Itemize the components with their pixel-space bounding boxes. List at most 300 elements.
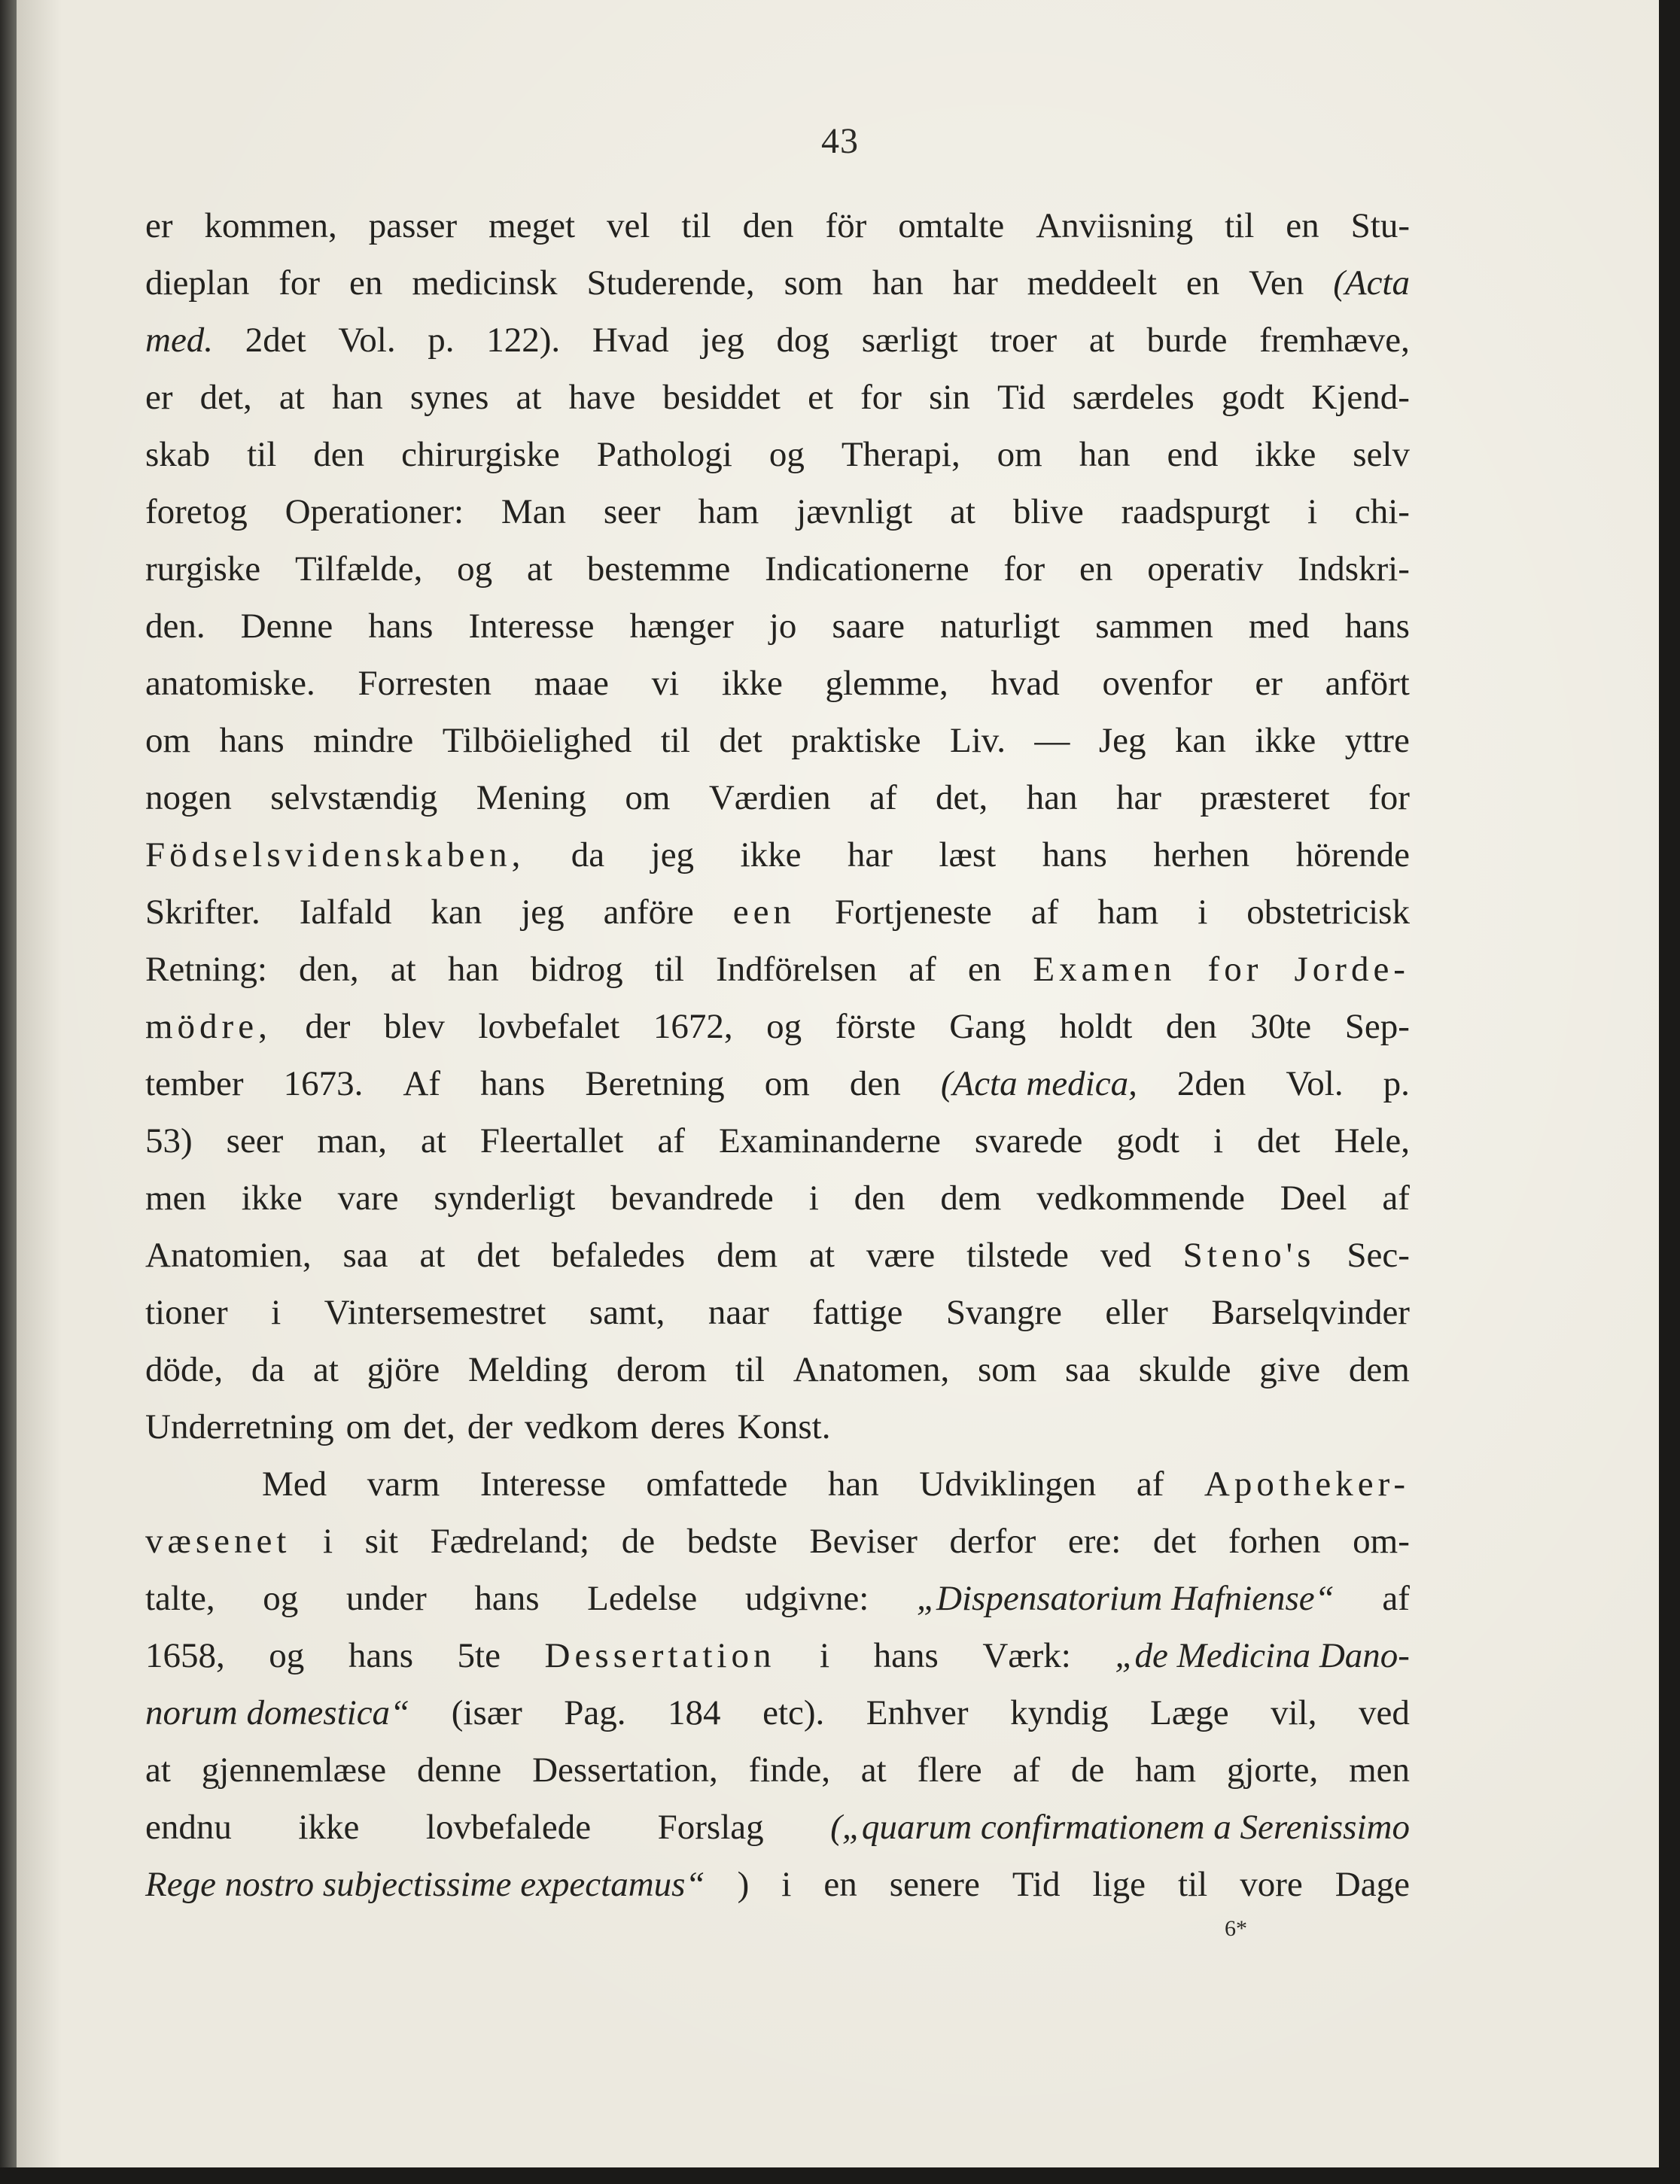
text-line <box>145 1627 1410 1684</box>
word: i <box>781 1865 792 1904</box>
word: til <box>735 1350 765 1389</box>
word: men <box>145 1179 206 1218</box>
word: blev <box>383 1007 445 1046</box>
word: en <box>1079 549 1113 589</box>
word: (især <box>451 1693 522 1732</box>
word: jo <box>768 607 797 646</box>
word: mindre <box>313 721 414 760</box>
word: Indförelsen <box>716 950 878 989</box>
word: at <box>419 1236 446 1275</box>
word: vare <box>337 1179 399 1218</box>
word: Svangre <box>945 1293 1062 1332</box>
text-line <box>145 197 1410 254</box>
word: de <box>621 1522 656 1561</box>
word: 2den <box>1176 1064 1246 1103</box>
word: og <box>768 435 805 474</box>
text-line <box>145 1112 1410 1170</box>
word: ikke <box>1255 435 1316 474</box>
word: har <box>1115 778 1161 817</box>
word: være <box>866 1236 936 1275</box>
word: flere <box>917 1751 982 1790</box>
word: det, <box>936 778 988 817</box>
word: i <box>271 1293 282 1332</box>
word: til <box>654 950 684 989</box>
word: han <box>1026 778 1078 817</box>
word: Sec- <box>1347 1236 1410 1275</box>
word: „Dispensatorium Hafniense“ <box>916 1579 1335 1618</box>
word: Underretning <box>145 1407 334 1446</box>
word: herhen <box>1153 835 1250 875</box>
word: af <box>1382 1579 1410 1618</box>
word: döde, <box>145 1350 224 1389</box>
word: etc). <box>762 1693 825 1732</box>
word: af <box>908 950 936 989</box>
word: naturligt <box>939 607 1061 646</box>
word: at <box>278 378 305 417</box>
word: 30te <box>1250 1007 1312 1046</box>
word: særligt <box>861 321 958 360</box>
word: senere <box>889 1865 980 1904</box>
word: praktiske <box>791 721 921 760</box>
word: og <box>269 1636 305 1675</box>
word: det <box>476 1236 520 1275</box>
word: Retning: <box>145 950 267 989</box>
word: under <box>345 1579 427 1618</box>
word: Vol. <box>1286 1064 1344 1103</box>
word: for <box>1003 549 1045 589</box>
word: og <box>457 549 493 589</box>
word: en <box>823 1865 857 1904</box>
word: om- <box>1353 1522 1410 1561</box>
word: jeg <box>521 893 565 932</box>
word: selv <box>1353 435 1410 474</box>
word: norum domestica“ <box>145 1693 410 1732</box>
text-line <box>145 312 1410 369</box>
word: meddeelt <box>1027 263 1157 303</box>
word: hans <box>1344 607 1410 646</box>
text-line <box>145 1513 1410 1570</box>
word: Denne <box>240 607 333 646</box>
word: een <box>732 893 796 932</box>
word: i <box>1307 492 1318 531</box>
word: Tilfælde, <box>295 549 423 589</box>
text-line <box>145 598 1410 655</box>
word: Ledelse <box>587 1579 698 1618</box>
word: omtalte <box>898 206 1005 245</box>
word: den <box>1165 1007 1217 1046</box>
word: anföre <box>603 893 694 932</box>
word: sin <box>929 378 970 417</box>
word: at <box>145 1751 171 1790</box>
word: om <box>145 721 191 760</box>
word: chirurgiske <box>401 435 560 474</box>
word: have <box>568 378 636 417</box>
word: rurgiske <box>145 549 261 589</box>
word: Pathologi <box>596 435 732 474</box>
word: hans <box>1042 835 1107 875</box>
text-line <box>145 1799 1410 1856</box>
word: en <box>349 263 383 303</box>
word: skab <box>145 435 211 474</box>
word: han <box>331 378 383 417</box>
word: lovbefalet <box>478 1007 620 1046</box>
word: besiddet <box>662 378 781 417</box>
word: at <box>390 950 416 989</box>
word: denne <box>417 1751 502 1790</box>
word: at <box>860 1751 887 1790</box>
word: Dage <box>1335 1865 1410 1904</box>
page-number: 43 <box>821 121 859 161</box>
word: det <box>1257 1121 1301 1160</box>
word: ham <box>698 492 759 531</box>
word: dem <box>1348 1350 1410 1389</box>
word: Fleertallet <box>479 1121 624 1160</box>
word: Interesse <box>479 1465 606 1504</box>
word: foretog <box>145 492 248 531</box>
word: ham <box>1097 893 1159 932</box>
word: passer <box>368 206 458 245</box>
word: godt <box>1221 378 1285 417</box>
word: en <box>1286 206 1319 245</box>
word: har <box>847 835 893 875</box>
word: ) <box>737 1865 750 1904</box>
word: bidrog <box>530 950 623 989</box>
word: har <box>952 263 998 303</box>
word: 122). <box>486 321 561 360</box>
word: ham <box>1135 1751 1196 1790</box>
text-line <box>145 884 1410 941</box>
word: kommen, <box>204 206 337 245</box>
word: — <box>1034 721 1070 760</box>
word: Mening <box>476 778 586 817</box>
word: p. <box>1383 1064 1410 1103</box>
word: hans <box>368 607 434 646</box>
word: hænger <box>629 607 734 646</box>
word: i <box>808 1179 819 1218</box>
word: talte, <box>145 1579 215 1618</box>
word: nogen <box>145 778 232 817</box>
word: til <box>247 435 277 474</box>
text-line <box>145 769 1410 826</box>
word: det <box>719 721 762 760</box>
word: Forresten <box>358 664 492 703</box>
word: i <box>1213 1121 1224 1160</box>
word: Beretning <box>585 1064 725 1103</box>
text-line <box>145 1455 1410 1513</box>
word: („quarum confirmationem a Serenissimo <box>830 1808 1410 1847</box>
word: i <box>323 1522 333 1561</box>
word: den, <box>299 950 359 989</box>
text-line <box>145 1341 1410 1398</box>
word: Ialfald <box>299 893 392 932</box>
word: en <box>967 950 1002 989</box>
word: om <box>997 435 1042 474</box>
word: Tid <box>997 378 1045 417</box>
word: ikke <box>740 835 802 875</box>
word: omfattede <box>646 1465 788 1504</box>
word: fremhæve, <box>1259 321 1410 360</box>
word: hans <box>480 1064 546 1103</box>
word: af <box>869 778 897 817</box>
word: medicinsk <box>412 263 558 303</box>
word: Therapi, <box>841 435 960 474</box>
word: at <box>312 1350 339 1389</box>
word: Indskri- <box>1298 549 1410 589</box>
word: Af <box>403 1064 440 1103</box>
word: hans <box>474 1579 540 1618</box>
word: finde, <box>748 1751 830 1790</box>
word: synderligt <box>434 1179 576 1218</box>
word: obstetricisk <box>1246 893 1410 932</box>
word: Stu- <box>1350 206 1410 245</box>
word: da <box>571 835 605 875</box>
word: jævnligt <box>796 492 913 531</box>
word: glemme, <box>825 664 948 703</box>
word: Værdien <box>708 778 831 817</box>
word: Interesse <box>468 607 595 646</box>
text-line <box>145 1284 1410 1341</box>
word: den <box>313 435 365 474</box>
word: kan <box>1174 721 1226 760</box>
word: kan <box>431 893 482 932</box>
word: Beviser <box>809 1522 918 1561</box>
word: ikke <box>1255 721 1316 760</box>
scan-left-edge <box>0 0 17 2184</box>
word: befaledes <box>551 1236 686 1275</box>
word: og <box>766 1007 802 1046</box>
word: man, <box>317 1121 387 1160</box>
word: da <box>251 1350 285 1389</box>
text-line <box>145 998 1410 1055</box>
word: vi <box>651 664 680 703</box>
word: for <box>1368 778 1410 817</box>
word: „de Medicina Dano- <box>1115 1636 1410 1675</box>
word: en <box>1185 263 1220 303</box>
word: raadspurgt <box>1121 492 1271 531</box>
word: vil, <box>1271 1693 1317 1732</box>
word: saa <box>1065 1350 1111 1389</box>
text-line <box>145 483 1410 540</box>
word: det, <box>199 378 252 417</box>
word: Forslag <box>657 1808 764 1847</box>
word: og <box>263 1579 299 1618</box>
word: dem <box>717 1236 778 1275</box>
word: Udviklingen <box>919 1465 1097 1504</box>
scan-bottom-edge <box>0 2167 1680 2184</box>
word: synes <box>409 378 489 417</box>
word: kyndig <box>1010 1693 1109 1732</box>
word: 2det <box>245 321 306 360</box>
word: Jorde- <box>1294 950 1410 989</box>
word: han <box>447 950 499 989</box>
word: 1672, <box>653 1007 733 1046</box>
text-line <box>145 1570 1410 1627</box>
word: 1673. <box>283 1064 364 1103</box>
word: jeg <box>701 321 744 360</box>
word: men <box>1349 1751 1410 1790</box>
word: af <box>1030 893 1059 932</box>
word: at <box>527 549 552 589</box>
word: om <box>625 778 671 817</box>
word: han <box>872 263 924 303</box>
word: Födselsvidenskaben, <box>145 835 525 875</box>
word: endnu <box>145 1808 232 1847</box>
word: hvad <box>991 664 1060 703</box>
word: Skrifter. <box>145 893 260 932</box>
word: give <box>1259 1350 1321 1389</box>
word: af <box>1382 1179 1410 1218</box>
word: Hele, <box>1334 1121 1410 1160</box>
word: samt, <box>589 1293 665 1332</box>
word: Liv. <box>950 721 1006 760</box>
word: Jeg <box>1098 721 1146 760</box>
word: tember <box>145 1064 244 1103</box>
word: Indicationerne <box>765 549 969 589</box>
word: 5te <box>457 1636 501 1675</box>
word: för <box>825 206 867 245</box>
word: end <box>1167 435 1219 474</box>
text-line <box>145 1170 1410 1227</box>
word: tilstede <box>966 1236 1069 1275</box>
word: at <box>1088 321 1115 360</box>
word: hans <box>873 1636 939 1675</box>
word: holdt <box>1059 1007 1133 1046</box>
word: bedste <box>686 1522 778 1561</box>
word: Fædreland; <box>430 1522 590 1561</box>
word: at <box>421 1121 446 1160</box>
word: hörende <box>1295 835 1410 875</box>
word: skulde <box>1138 1350 1231 1389</box>
word: förste <box>835 1007 916 1046</box>
word: det <box>1152 1522 1197 1561</box>
word: af <box>657 1121 685 1160</box>
word: ved <box>1100 1236 1152 1275</box>
word: til <box>1178 1865 1208 1904</box>
word: hans <box>219 721 285 760</box>
word: Hvad <box>592 321 669 360</box>
word: varm <box>367 1465 440 1504</box>
word: Barselqvinder <box>1211 1293 1410 1332</box>
word: til <box>660 721 690 760</box>
word: Pag. <box>564 1693 626 1732</box>
word: hans <box>348 1636 413 1675</box>
text-line <box>145 655 1410 712</box>
word: Examinanderne <box>718 1121 941 1160</box>
word: den <box>742 206 794 245</box>
word: Dessertation <box>544 1636 776 1675</box>
word: som <box>784 263 843 303</box>
word: blive <box>1012 492 1084 531</box>
word: Læge <box>1150 1693 1229 1732</box>
word: lige <box>1092 1865 1146 1904</box>
word: Anviisning <box>1036 206 1194 245</box>
word: præsteret <box>1200 778 1330 817</box>
text-line <box>145 426 1410 483</box>
word: som <box>977 1350 1037 1389</box>
word: 1658, <box>145 1636 225 1675</box>
word: han <box>827 1465 879 1504</box>
word: med <box>1248 607 1310 646</box>
word: forhen <box>1228 1522 1321 1561</box>
word: at <box>950 492 975 531</box>
word: gjorte, <box>1226 1751 1319 1790</box>
word: (Acta medica, <box>940 1064 1137 1103</box>
word: seer <box>603 492 661 531</box>
word: de <box>1070 1751 1105 1790</box>
word: yttre <box>1344 721 1410 760</box>
word: i <box>820 1636 830 1675</box>
word: ved <box>1359 1693 1410 1732</box>
text-line <box>145 1684 1410 1741</box>
word: det, <box>403 1407 455 1446</box>
text-line <box>145 1227 1410 1284</box>
word: er <box>1255 664 1283 703</box>
text-line <box>145 941 1410 998</box>
word: for <box>1207 950 1263 989</box>
word: Examen <box>1033 950 1176 989</box>
text-line <box>145 712 1410 769</box>
word: ikke <box>241 1179 303 1218</box>
word: derfor <box>949 1522 1036 1561</box>
word: Kjend- <box>1311 378 1410 417</box>
word: Rege nostro subjectissime expectamus“ <box>145 1865 705 1904</box>
word: godt <box>1116 1121 1179 1160</box>
word: naar <box>708 1293 769 1332</box>
word: tioner <box>145 1293 228 1332</box>
word: deres <box>650 1407 726 1446</box>
body-text <box>145 197 1410 1913</box>
word: Vol. <box>338 321 396 360</box>
word: ikke <box>721 664 783 703</box>
word: særdeles <box>1072 378 1195 417</box>
word: lovbefalede <box>425 1808 592 1847</box>
word: bevandrede <box>610 1179 774 1218</box>
signature-mark: 6* <box>1225 1916 1247 1941</box>
word: vore <box>1240 1865 1303 1904</box>
word: anfört <box>1325 664 1410 703</box>
word: af <box>1136 1465 1164 1504</box>
word: for <box>860 378 902 417</box>
word: den. <box>145 607 205 646</box>
word: 184 <box>668 1693 721 1732</box>
word: Værk: <box>982 1636 1071 1675</box>
word: burde <box>1146 321 1228 360</box>
word: Studerende, <box>586 263 755 303</box>
word: Med <box>262 1465 327 1504</box>
word: maae <box>534 664 609 703</box>
word: vedkom <box>524 1407 639 1446</box>
word: saa <box>342 1236 388 1275</box>
word: til <box>681 206 711 245</box>
word: jeg <box>650 835 695 875</box>
word: meget <box>488 206 576 245</box>
word: 53) <box>145 1121 193 1160</box>
word: Anatomien, <box>145 1236 312 1275</box>
word: dieplan <box>145 263 250 303</box>
text-line <box>145 1055 1410 1112</box>
word: sit <box>364 1522 399 1561</box>
text-line <box>145 1741 1410 1799</box>
word: p. <box>428 321 455 360</box>
word: ovenfor <box>1102 664 1213 703</box>
word: derom <box>616 1350 708 1389</box>
word: i <box>1198 893 1208 932</box>
word: vedkommende <box>1036 1179 1245 1218</box>
word: eller <box>1105 1293 1168 1332</box>
word: (Acta <box>1333 263 1410 303</box>
word: Melding <box>467 1350 589 1389</box>
word: af <box>1012 1751 1041 1790</box>
